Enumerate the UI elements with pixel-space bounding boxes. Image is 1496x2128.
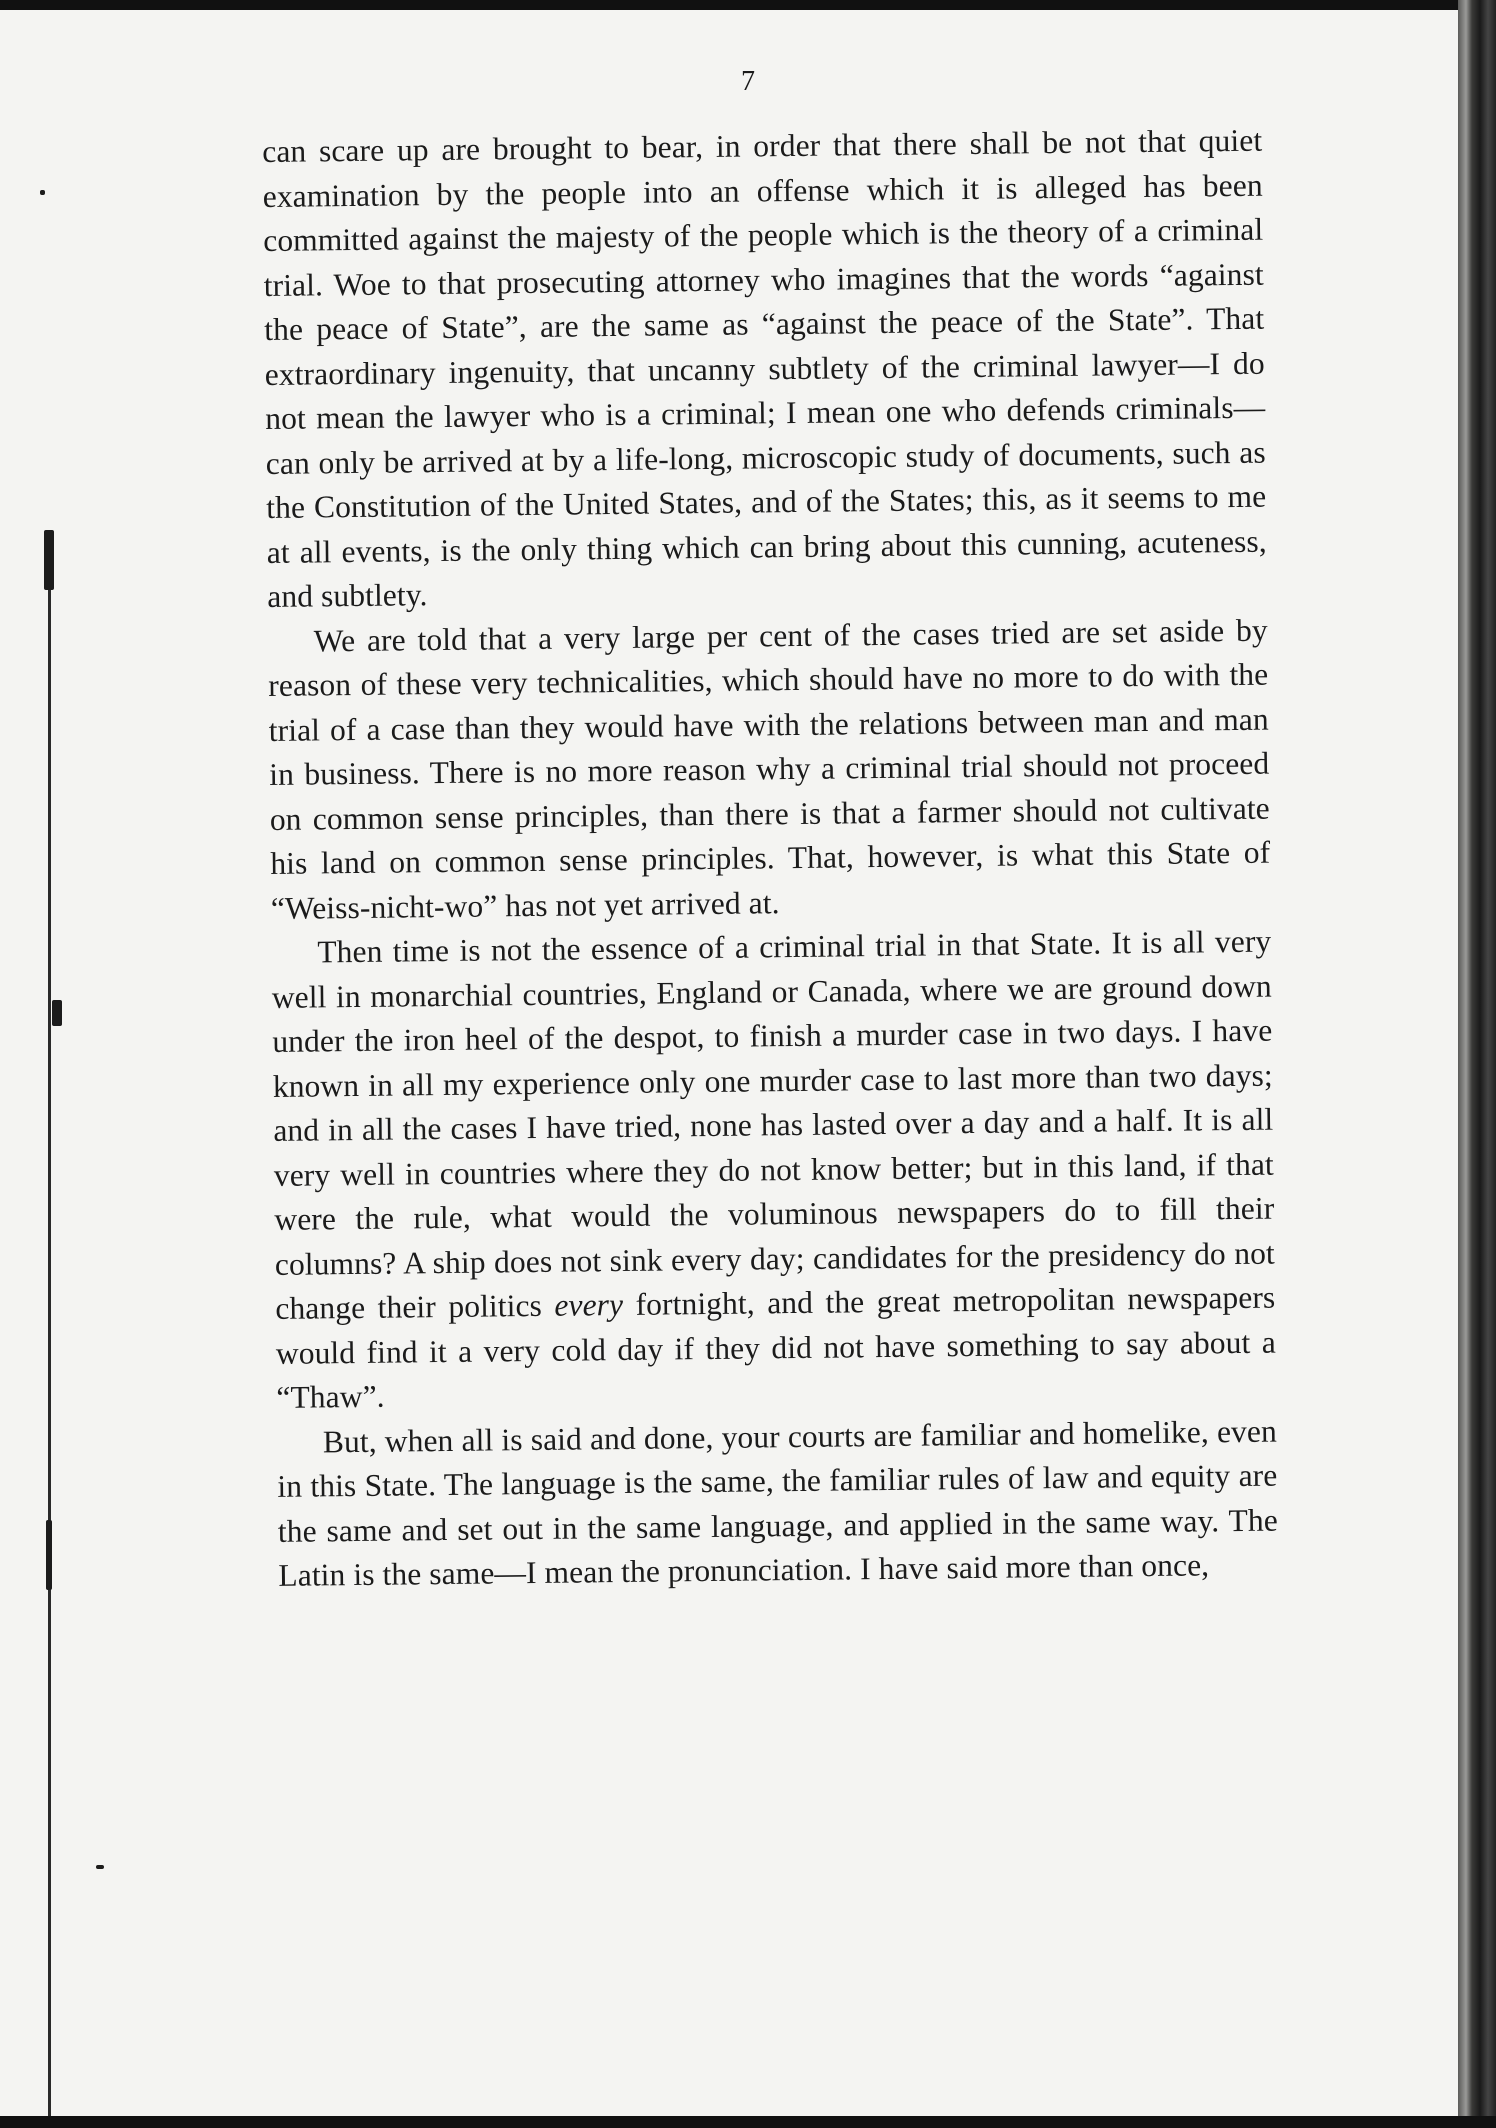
page-number: 7 — [741, 66, 755, 97]
paragraph-text: fortnight, and the great metropolitan newspapers would find it a very cold day if they did not have something to say about a “Thaw”. — [275, 1279, 1277, 1415]
body-text — [262, 119, 1279, 1599]
paragraph — [277, 1409, 1279, 1598]
scan-top-border — [0, 0, 1496, 10]
paragraph — [268, 608, 1271, 931]
binding-mark — [44, 530, 54, 590]
scan-bottom-border — [0, 2116, 1496, 2128]
binding-mark — [52, 1000, 62, 1026]
paragraph — [262, 119, 1267, 620]
paragraph-text: Then time is not the essence of a criminal trial in that State. It is all very well in monarchial countries, England or Canada, where we are ground down under the iron heel of the despot, to finish a murder case in two days. I have known in all my experience only one murder case to last more than two days; and in all the cases I have tried, none has lasted over a day and a half. It is all very well in countries where they do not know better; but in this land, if that were the rule, what would the voluminous newspapers do to fill their columns? A ship does not sink every day; candidates for the presidency do not change their politics — [271, 923, 1275, 1326]
paragraph — [271, 920, 1276, 1421]
scan-right-border — [1458, 0, 1496, 2128]
binding-mark — [96, 1865, 104, 1869]
paragraph-text: But, when all is said and done, your courts are familiar and homelike, even in this State. The language is the same, the familiar rules of law and equity are the same and set out in the same language, and applied in the same way. The Latin is the same—I mean the pronunciation. I have said more than once, — [277, 1413, 1279, 1593]
paragraph-text: We are told that a very large per cent of the cases tried are set aside by reason of these very technicalities, which should have no more to do with the trial of a case than they would have with the relations between man and man in business. There is no more reason why a criminal trial should not proceed on common sense principles, than there is that a farmer should not cultivate his land on common sense principles. That, however, is what this State of “Weiss-nicht-wo” has not yet arrived at. — [268, 612, 1271, 926]
paragraph-text: can scare up are brought to bear, in order that there shall be not that quiet examination by the people into an offense which it is alleged has been committed against the majesty of the people which is the theory of a criminal trial. Woe to that prosecuting attorney who imagines that the words “against the peace of State”, are the same as “against the peace of the State”. That extraordinary ingenuity, that uncanny subtlety of the criminal lawyer—I do not mean the lawyer who is a criminal; I mean one who defends criminals—can only be arrived at by a life-long, microscopic study of documents, such as the Constitution of the United States, and of the States; this, as it seems to me at all events, is the only thing which can bring about this cunning, acuteness, and subtlety. — [262, 122, 1267, 614]
binding-mark — [40, 190, 45, 195]
binding-mark — [46, 1520, 52, 1590]
binding-gutter-line — [48, 530, 51, 2116]
italic-text: every — [554, 1286, 624, 1323]
